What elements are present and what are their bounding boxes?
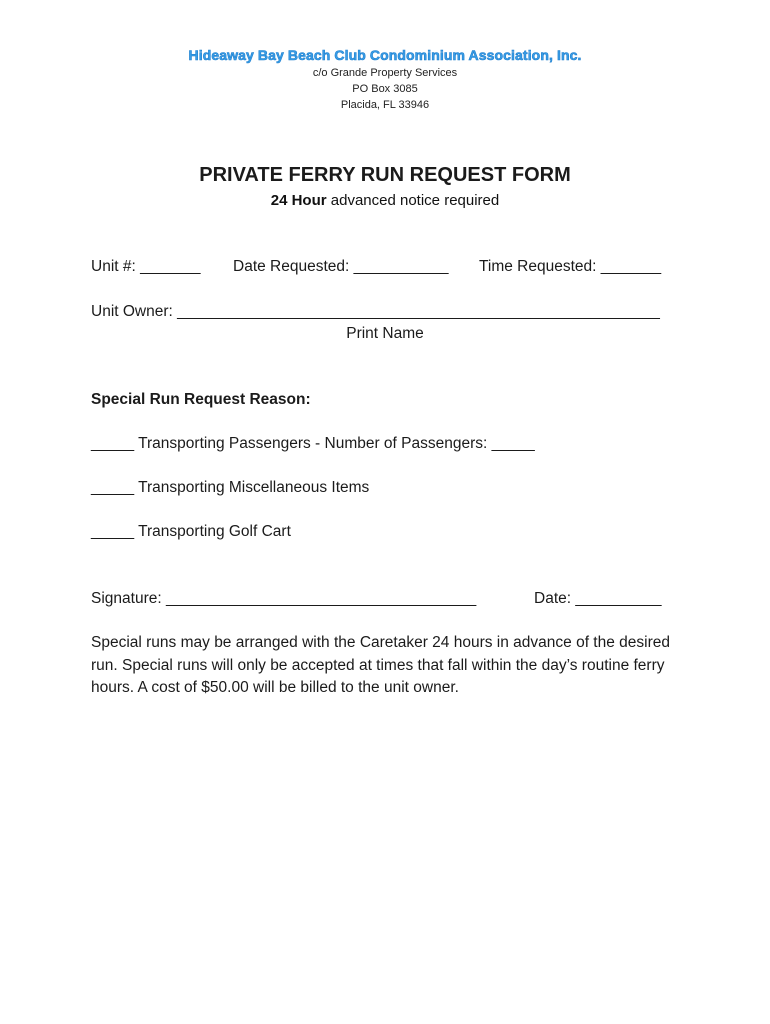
unit-number-field[interactable]: Unit #: _______ [91,258,201,275]
signature-field[interactable]: Signature: ____________________________________ [91,590,477,607]
notice-line [0,192,770,209]
reason-misc-items[interactable]: _____ Transporting Miscellaneous Items [91,479,370,496]
print-name-caption: Print Name [346,325,424,342]
city-state-zip-line: Placida, FL 33946 [340,99,430,111]
footer-paragraph: Special runs may be arranged with the Caretaker 24 hours in advance of the desired run. Special runs will only be accepted at times that fall within the day’s routine ferry hours. A cost of $50.00 will be billed to the unit owner. [91,634,671,696]
po-box-line: PO Box 3085 [352,83,418,95]
organization-name: Hideaway Bay Beach Club Condominium Association, Inc. [188,47,582,63]
notice-rest: advanced notice required [326,192,500,209]
reason-passengers[interactable]: _____ Transporting Passengers - Number of Passengers: _____ [91,435,535,452]
reason-heading: Special Run Request Reason: [91,391,311,408]
form-title: PRIVATE FERRY RUN REQUEST FORM [199,164,571,186]
reason-golf-cart[interactable]: _____ Transporting Golf Cart [91,523,291,540]
unit-owner-field[interactable]: Unit Owner: ________________________________________________________ [91,303,660,320]
signature-date-field[interactable]: Date: __________ [534,590,662,607]
care-of-line: c/o Grande Property Services [312,67,458,79]
time-requested-field[interactable]: Time Requested: _______ [479,258,662,275]
notice-bold: 24 Hour [270,192,327,209]
date-requested-field[interactable]: Date Requested: ___________ [233,258,449,275]
